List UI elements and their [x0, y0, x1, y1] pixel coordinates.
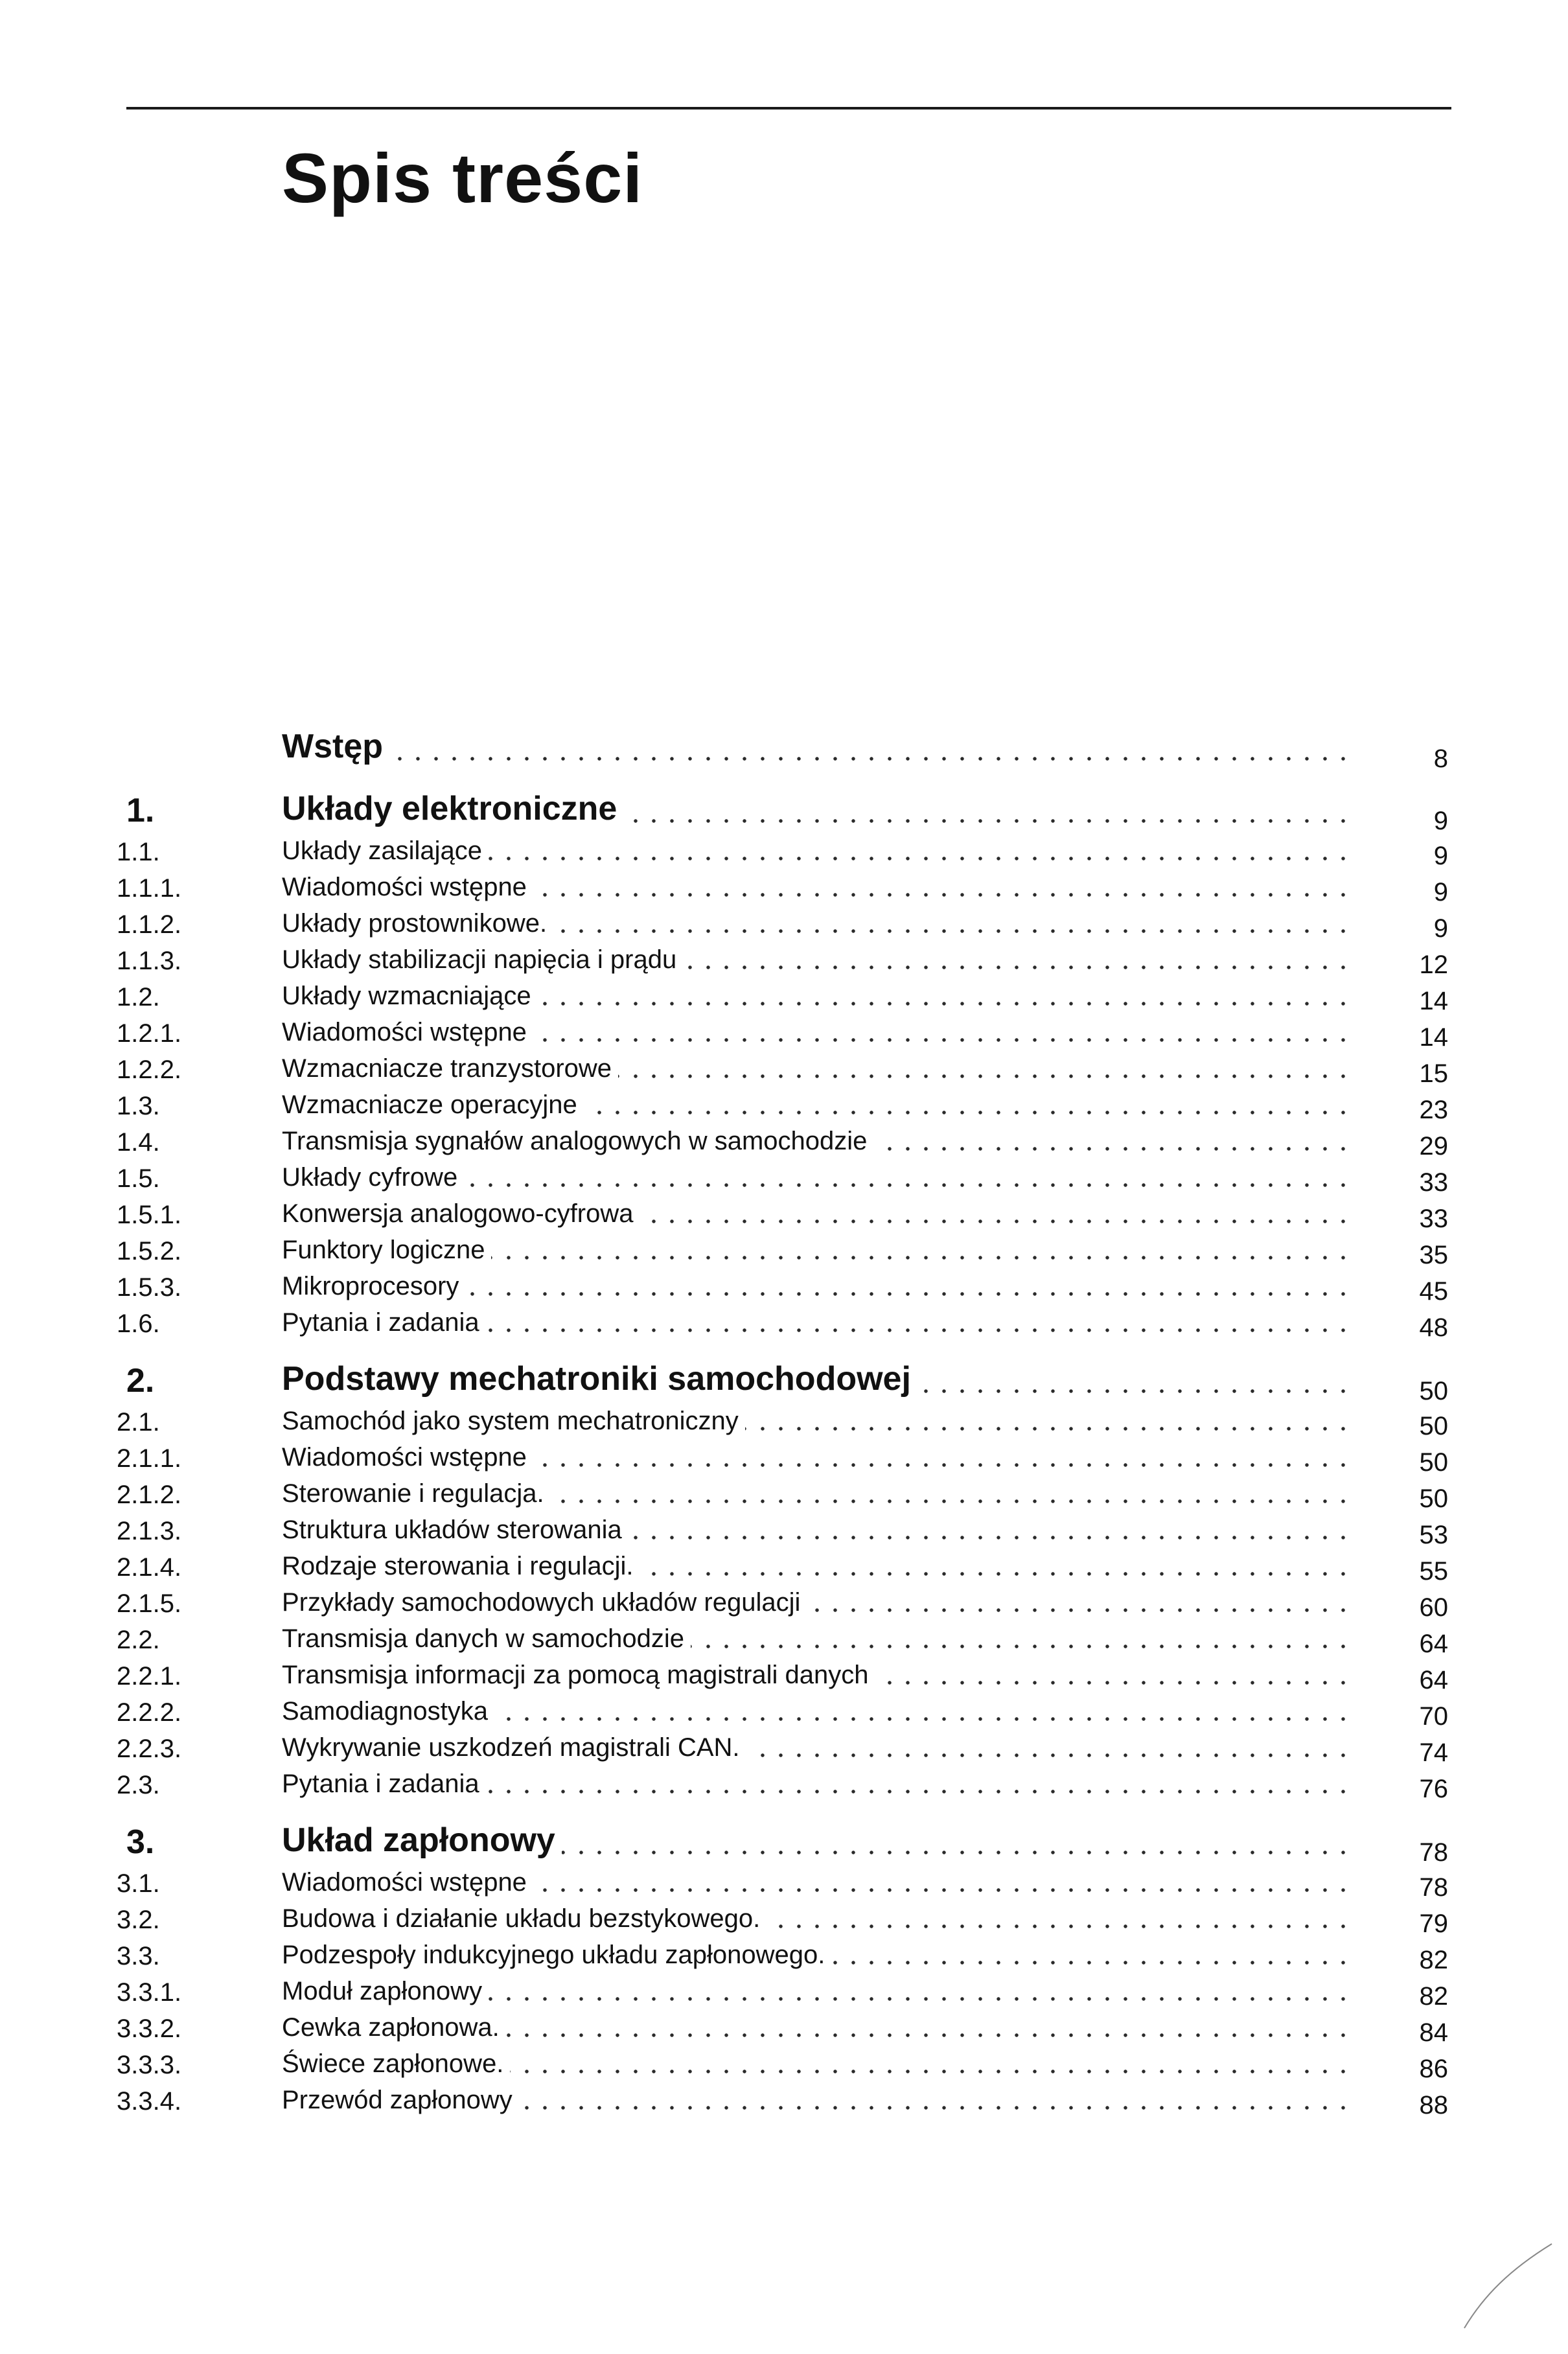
toc-page-number: 64: [1419, 1630, 1448, 1658]
toc-page-number: 23: [1419, 1096, 1448, 1124]
toc-section-row: [0, 1548, 1568, 1584]
toc-label: Układ zapłonowy: [282, 1822, 562, 1859]
toc-number: 1.3.: [117, 1092, 160, 1120]
toc-number: 3.3.4.: [117, 2087, 182, 2116]
toc-number: 1.5.: [117, 1164, 160, 1193]
toc-label: Samodiagnostyka: [282, 1697, 494, 1725]
toc-page-number: 82: [1419, 1982, 1448, 2011]
toc-number: 3.3.: [117, 1942, 160, 1970]
toc-number: 3.2.: [117, 1906, 160, 1934]
toc-label-leader: [282, 1236, 1351, 1264]
toc-page-number: 84: [1419, 2018, 1448, 2047]
toc-page-number: 15: [1419, 1059, 1448, 1088]
toc-label-leader: [282, 1443, 1351, 1471]
toc-label-leader: [282, 1361, 1351, 1398]
page-title: Spis treści: [282, 139, 643, 217]
toc-page-number: 50: [1419, 1377, 1448, 1405]
toc-chapter-row: [0, 728, 1568, 773]
toc-label-leader: [282, 1868, 1351, 1897]
toc-number: 2.2.3.: [117, 1735, 182, 1763]
toc-label-leader: [282, 1733, 1351, 1762]
toc-section-row: [0, 905, 1568, 941]
toc-label: Wiadomości wstępne: [282, 1868, 533, 1897]
toc-page-number: 50: [1419, 1412, 1448, 1440]
toc-section-row: [0, 1087, 1568, 1123]
toc-page-number: 86: [1419, 2055, 1448, 2083]
toc-label-leader: [282, 1697, 1351, 1725]
toc-label-leader: [282, 1977, 1351, 2005]
toc-number: 2.: [126, 1362, 155, 1400]
toc-label: Układy elektroniczne: [282, 790, 623, 827]
toc-label-leader: [282, 1090, 1351, 1119]
toc-page-number: 9: [1433, 842, 1448, 870]
toc-label-leader: [282, 1904, 1351, 1933]
toc-chapter-row: [0, 791, 1568, 833]
toc-label-leader: [282, 909, 1351, 938]
toc-number: 1.2.: [117, 983, 160, 1011]
toc-page-number: 64: [1419, 1666, 1448, 1694]
toc-label: Konwersja analogowo-cyfrowa: [282, 1199, 640, 1228]
toc-chapter-row: [0, 1821, 1568, 1867]
toc-number: 2.1.5.: [117, 1589, 182, 1618]
toc-section-row: [0, 1621, 1568, 1657]
toc-section-row: [0, 1729, 1568, 1766]
toc-section-row: [0, 1900, 1568, 1937]
toc-section-row: [0, 2009, 1568, 2046]
toc-number: 3.3.3.: [117, 2051, 182, 2079]
toc-page-number: 60: [1419, 1593, 1448, 1622]
toc-section-row: [0, 1232, 1568, 1268]
toc-number: 3.1.: [117, 1869, 160, 1898]
toc-label: Układy cyfrowe: [282, 1163, 464, 1192]
toc-label: Moduł zapłonowy: [282, 1977, 489, 2005]
toc-section-row: [0, 1584, 1568, 1621]
toc-label-leader: [282, 1588, 1351, 1617]
toc-page-number: 9: [1433, 914, 1448, 943]
toc-label-leader: [282, 1018, 1351, 1046]
toc-label-leader: [282, 1127, 1351, 1155]
toc-section-row: [0, 1657, 1568, 1693]
toc-label: Świece zapłonowe.: [282, 2049, 510, 2078]
toc-label: Przykłady samochodowych układów regulacji: [282, 1588, 807, 1617]
toc-label-leader: [282, 1054, 1351, 1083]
toc-page-number: 82: [1419, 1946, 1448, 1974]
top-rule: [126, 107, 1451, 110]
toc-number: 2.2.: [117, 1626, 160, 1654]
toc-section-row: [0, 1937, 1568, 1973]
toc-label: Struktura układów sterowania: [282, 1516, 628, 1544]
toc-number: 2.2.1.: [117, 1662, 182, 1690]
toc-label: Wzmacniacze operacyjne: [282, 1090, 584, 1119]
toc-label-leader: [282, 2086, 1351, 2114]
toc-number: 2.3.: [117, 1771, 160, 1799]
toc-page-number: 74: [1419, 1738, 1448, 1767]
pencil-mark: [1458, 2237, 1555, 2335]
toc-label-leader: [282, 1624, 1351, 1653]
toc-label-leader: [282, 1407, 1351, 1435]
toc-number: 1.1.2.: [117, 910, 182, 939]
table-of-contents: [0, 729, 1568, 2118]
toc-section-row: [0, 1973, 1568, 2009]
toc-page-number: 8: [1433, 744, 1448, 773]
toc-section-row: [0, 869, 1568, 905]
toc-page-number: 55: [1419, 1557, 1448, 1586]
toc-section-row: [0, 1475, 1568, 1512]
toc-label-leader: [282, 1199, 1351, 1228]
toc-label: Podzespoły indukcyjnego układu zapłonowego.: [282, 1941, 831, 1969]
toc-label-leader: [282, 837, 1351, 865]
toc-number: 1.1.: [117, 838, 160, 866]
toc-label: Sterowanie i regulacja.: [282, 1479, 551, 1508]
toc-label: Samochód jako system mechatroniczny: [282, 1407, 745, 1435]
toc-number: 3.3.2.: [117, 2014, 182, 2043]
toc-number: 2.1.2.: [117, 1481, 182, 1509]
toc-page-number: 29: [1419, 1132, 1448, 1160]
toc-number: 2.1.3.: [117, 1517, 182, 1545]
toc-page-number: 79: [1419, 1910, 1448, 1938]
toc-number: 3.3.1.: [117, 1978, 182, 2007]
toc-section-row: [0, 1512, 1568, 1548]
toc-page-number: 48: [1419, 1313, 1448, 1342]
toc-page-number: 76: [1419, 1775, 1448, 1803]
toc-number: 1.2.1.: [117, 1019, 182, 1048]
toc-label-leader: [282, 2013, 1351, 2042]
toc-label-leader: [282, 1308, 1351, 1337]
toc-section-row: [0, 1304, 1568, 1341]
toc-section-row: [0, 2082, 1568, 2118]
toc-section-row: [0, 941, 1568, 978]
toc-label: Przewód zapłonowy: [282, 2086, 519, 2114]
toc-page-number: 88: [1419, 2091, 1448, 2119]
toc-section-row: [0, 1766, 1568, 1802]
toc-label: Transmisja danych w samochodzie: [282, 1624, 691, 1653]
toc-label: Układy wzmacniające: [282, 982, 538, 1010]
toc-page-number: 35: [1419, 1241, 1448, 1269]
toc-page-number: 53: [1419, 1521, 1448, 1549]
toc-number: 2.1.4.: [117, 1553, 182, 1582]
toc-page-number: 45: [1419, 1277, 1448, 1306]
toc-label: Transmisja sygnałów analogowych w samochodzie: [282, 1127, 873, 1155]
toc-page-number: 70: [1419, 1702, 1448, 1731]
toc-number: 1.1.3.: [117, 947, 182, 975]
toc-label: Wzmacniacze tranzystorowe: [282, 1054, 618, 1083]
toc-label: Podstawy mechatroniki samochodowej: [282, 1361, 917, 1398]
toc-label: Pytania i zadania: [282, 1308, 486, 1337]
toc-section-row: [0, 1439, 1568, 1475]
toc-label: Transmisja informacji za pomocą magistrali danych: [282, 1661, 875, 1689]
toc-label-leader: [282, 1941, 1351, 1969]
toc-label: Wiadomości wstępne: [282, 873, 533, 901]
toc-label-leader: [282, 1770, 1351, 1798]
toc-label: Wstęp: [282, 728, 389, 765]
toc-label: Budowa i działanie układu bezstykowego.: [282, 1904, 767, 1933]
toc-number: 1.5.3.: [117, 1273, 182, 1302]
toc-label-leader: [282, 1516, 1351, 1544]
toc-chapter-row: [0, 1361, 1568, 1403]
toc-label: Wykrywanie uszkodzeń magistrali CAN.: [282, 1733, 746, 1762]
toc-section-row: [0, 1195, 1568, 1232]
toc-number: 1.: [126, 792, 155, 829]
toc-section-row: [0, 1159, 1568, 1195]
toc-label-leader: [282, 1661, 1351, 1689]
toc-number: 1.5.1.: [117, 1201, 182, 1229]
toc-label: Wiadomości wstępne: [282, 1443, 533, 1471]
toc-number: 1.2.2.: [117, 1056, 182, 1084]
toc-label: Układy prostownikowe.: [282, 909, 553, 938]
toc-label-leader: [282, 1272, 1351, 1300]
toc-page-number: 50: [1419, 1484, 1448, 1513]
toc-page-number: 12: [1419, 951, 1448, 979]
toc-section-row: [0, 1050, 1568, 1087]
toc-number: 1.5.2.: [117, 1237, 182, 1265]
toc-section-row: [0, 1864, 1568, 1900]
toc-number: 3.: [126, 1823, 155, 1861]
toc-page-number: 33: [1419, 1168, 1448, 1197]
toc-label: Mikroprocesory: [282, 1272, 465, 1300]
toc-page-number: 78: [1419, 1838, 1448, 1867]
toc-page-number: 78: [1419, 1873, 1448, 1902]
toc-page-number: 14: [1419, 987, 1448, 1015]
toc-section-row: [0, 1268, 1568, 1304]
toc-number: 1.1.1.: [117, 874, 182, 903]
toc-section-row: [0, 1123, 1568, 1159]
toc-label-leader: [282, 1552, 1351, 1580]
toc-number: 2.1.: [117, 1408, 160, 1437]
toc-page-number: 33: [1419, 1205, 1448, 1233]
toc-label: Cewka zapłonowa.: [282, 2013, 506, 2042]
toc-label-leader: [282, 728, 1351, 765]
toc-page-number: 9: [1433, 807, 1448, 835]
toc-label-leader: [282, 1479, 1351, 1508]
toc-label: Rodzaje sterowania i regulacji.: [282, 1552, 640, 1580]
toc-number: 1.6.: [117, 1310, 160, 1338]
toc-label-leader: [282, 1822, 1351, 1859]
toc-page-number: 9: [1433, 878, 1448, 906]
toc-label: Funktory logiczne: [282, 1236, 491, 1264]
toc-section-row: [0, 1403, 1568, 1439]
toc-label: Układy stabilizacji napięcia i prądu: [282, 945, 683, 974]
toc-label-leader: [282, 790, 1351, 827]
toc-label: Układy zasilające: [282, 837, 489, 865]
toc-section-row: [0, 1693, 1568, 1729]
toc-number: 2.1.1.: [117, 1444, 182, 1473]
toc-number: 1.4.: [117, 1128, 160, 1157]
toc-label: Wiadomości wstępne: [282, 1018, 533, 1046]
toc-section-row: [0, 833, 1568, 869]
toc-label-leader: [282, 2049, 1351, 2078]
toc-label-leader: [282, 1163, 1351, 1192]
toc-number: 2.2.2.: [117, 1698, 182, 1727]
toc-page-number: 14: [1419, 1023, 1448, 1052]
toc-section-row: [0, 978, 1568, 1014]
toc-label: Pytania i zadania: [282, 1770, 486, 1798]
toc-label-leader: [282, 982, 1351, 1010]
toc-page-number: 50: [1419, 1448, 1448, 1477]
toc-section-row: [0, 1014, 1568, 1050]
toc-section-row: [0, 2046, 1568, 2082]
toc-label-leader: [282, 873, 1351, 901]
toc-label-leader: [282, 945, 1351, 974]
